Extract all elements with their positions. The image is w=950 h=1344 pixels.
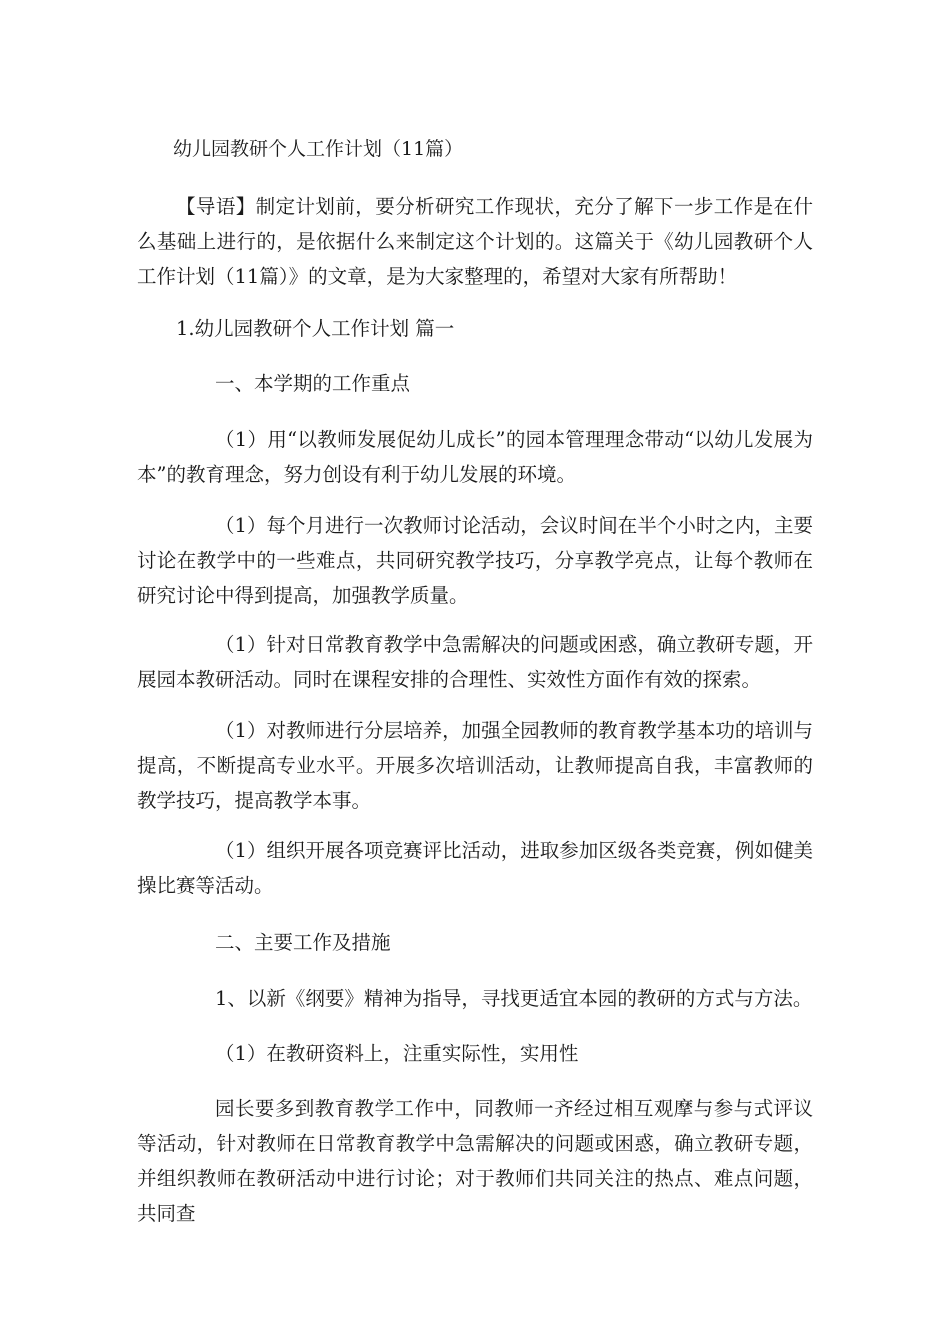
part1-item-1: （1）用“以教师发展促幼儿成长”的园本管理理念带动“以幼儿发展为本”的教育理念，努力创设有利于幼儿发展的环境。 <box>137 428 813 486</box>
part1-heading: 一、本学期的工作重点 <box>215 372 411 395</box>
part1-item-4: （1）对教师进行分层培养，加强全园教师的教育教学基本功的培训与提高，不断提高专业水平。开展多次培训活动，让教师提高自我，丰富教师的教学技巧，提高教学本事。 <box>137 719 813 812</box>
part2-subitem-1: （1）在教研资料上，注重实际性，实用性 <box>215 1042 579 1065</box>
part2-body-paragraph: 园长要多到教育教学工作中，同教师一齐经过相互观摩与参与式评议等活动，针对教师在日常教育教学中急需解决的问题或困惑，确立教研专题，并组织教师在教研活动中进行讨论；对于教师们共同关注的热点、难点问题，共同查 <box>137 1097 813 1225</box>
part2-heading: 二、主要工作及措施 <box>215 931 391 954</box>
document-title: 幼儿园教研个人工作计划（11篇） <box>173 138 464 160</box>
part1-item-3: （1）针对日常教育教学中急需解决的问题或困惑，确立教研专题，开展园本教研活动。同时在课程安排的合理性、实效性方面作有效的探索。 <box>137 633 813 691</box>
part2-item-1: 1、以新《纲要》精神为指导，寻找更适宜本园的教研的方式与方法。 <box>215 987 813 1010</box>
part1-item-2: （1）每个月进行一次教师讨论活动，会议时间在半个小时之内，主要讨论在教学中的一些难点，共同研究教学技巧，分享教学亮点，让每个教师在研究讨论中得到提高，加强教学质量。 <box>137 514 813 607</box>
section-heading: 1.幼儿园教研个人工作计划 篇一 <box>176 317 455 340</box>
part1-item-5: （1）组织开展各项竞赛评比活动，进取参加区级各类竞赛，例如健美操比赛等活动。 <box>137 839 813 897</box>
intro-paragraph: 【导语】制定计划前，要分析研究工作现状，充分了解下一步工作是在什么基础上进行的，是依据什么来制定这个计划的。这篇关于《幼儿园教研个人工作计划（11篇）》的文章，是为大家整理的，希望对大家有所帮助！ <box>137 195 813 288</box>
